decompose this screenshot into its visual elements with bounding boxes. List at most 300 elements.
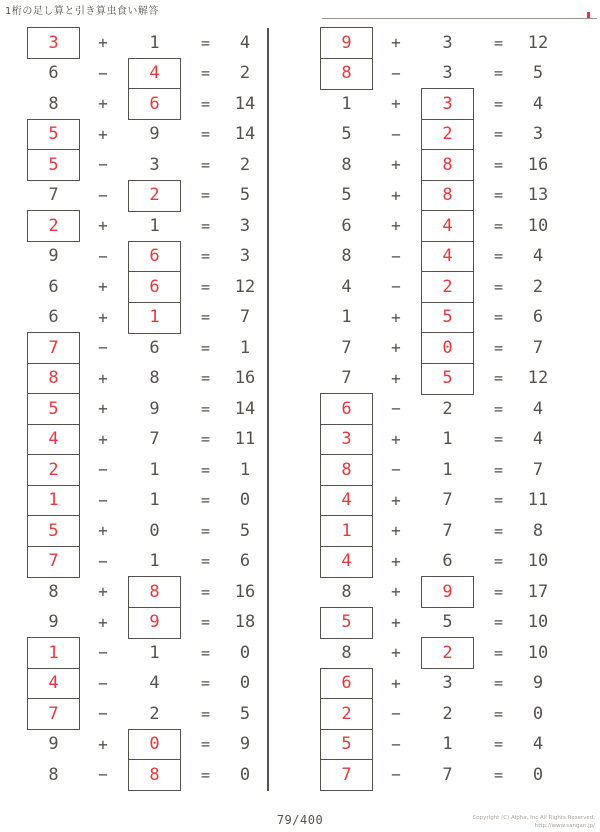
result-value: 0 <box>532 703 544 724</box>
result-value: 0 <box>239 642 251 663</box>
operator: − <box>391 399 401 419</box>
operator: − <box>98 460 108 480</box>
equation-row <box>27 211 273 242</box>
operator: + <box>391 155 401 175</box>
operator: + <box>98 94 108 114</box>
operator: + <box>98 612 108 632</box>
result-value: 2 <box>239 63 251 84</box>
operand-value: 8 <box>341 246 352 267</box>
operator: + <box>98 734 108 754</box>
operator: − <box>98 246 108 266</box>
equals-sign: = <box>200 460 210 479</box>
result-value: 4 <box>532 93 544 114</box>
equation-row <box>27 516 273 547</box>
equation-row <box>27 730 273 761</box>
result-value: 17 <box>527 581 549 602</box>
operand-value: 1 <box>341 93 352 114</box>
operator: − <box>98 643 108 663</box>
operand-value: 9 <box>48 612 59 633</box>
page-title: 1桁の足し算と引き算虫食い解答 <box>5 6 159 17</box>
operand-value: 4 <box>149 673 160 694</box>
equals-sign: = <box>200 582 210 601</box>
equation-row <box>320 120 566 151</box>
result-value: 18 <box>234 612 256 633</box>
equals-sign: = <box>200 399 210 418</box>
answer-box: 7 <box>27 332 80 364</box>
result-value: 4 <box>532 429 544 450</box>
equation-row <box>320 303 566 334</box>
equation-row <box>320 211 566 242</box>
result-value: 11 <box>527 490 549 511</box>
equals-sign: = <box>493 369 503 388</box>
answer-box: 0 <box>128 729 181 761</box>
equals-sign: = <box>493 338 503 357</box>
copyright-line1: Copyright (C) Alpha, Inc All Rights Reserved, <box>472 815 595 821</box>
operator: + <box>98 124 108 144</box>
operand-value: 6 <box>149 337 160 358</box>
operator: + <box>391 216 401 236</box>
answer-box: 5 <box>27 515 80 547</box>
operand-value: 1 <box>149 642 160 663</box>
equation-row <box>27 394 273 425</box>
equation-row <box>320 455 566 486</box>
equations-column-right <box>320 28 566 791</box>
equation-row <box>320 364 566 395</box>
equation-row <box>27 59 273 90</box>
equals-sign: = <box>493 552 503 571</box>
result-value: 16 <box>234 368 256 389</box>
operand-value: 1 <box>149 32 160 53</box>
operand-value: 7 <box>341 368 352 389</box>
result-value: 5 <box>239 520 251 541</box>
operand-value: 1 <box>149 490 160 511</box>
equals-sign: = <box>493 460 503 479</box>
equation-row <box>27 89 273 120</box>
result-value: 7 <box>532 459 544 480</box>
result-value: 2 <box>239 154 251 175</box>
answer-box: 1 <box>128 302 181 334</box>
equation-row <box>320 760 566 791</box>
equation-row <box>27 455 273 486</box>
equation-row <box>27 181 273 212</box>
answer-box: 4 <box>320 546 373 578</box>
equals-sign: = <box>493 399 503 418</box>
operand-value: 1 <box>442 429 453 450</box>
equation-row <box>27 547 273 578</box>
equals-sign: = <box>200 186 210 205</box>
operand-value: 7 <box>48 185 59 206</box>
operator: + <box>98 277 108 297</box>
equation-row <box>27 150 273 181</box>
operator: − <box>391 734 401 754</box>
result-value: 0 <box>239 490 251 511</box>
operand-value: 5 <box>442 612 453 633</box>
equals-sign: = <box>200 674 210 693</box>
result-value: 10 <box>527 215 549 236</box>
equation-row <box>320 608 566 639</box>
result-value: 11 <box>234 429 256 450</box>
equation-row <box>27 425 273 456</box>
operand-value: 6 <box>442 551 453 572</box>
answer-box: 5 <box>27 149 80 181</box>
equals-sign: = <box>200 338 210 357</box>
answer-box: 9 <box>421 576 474 608</box>
equation-row <box>320 638 566 669</box>
answer-box: 8 <box>128 759 181 791</box>
operator: + <box>98 582 108 602</box>
answer-box: 3 <box>27 27 80 59</box>
operator: − <box>98 155 108 175</box>
result-value: 12 <box>527 32 549 53</box>
equals-sign: = <box>493 430 503 449</box>
equals-sign: = <box>493 521 503 540</box>
operand-value: 8 <box>341 581 352 602</box>
operand-value: 2 <box>442 703 453 724</box>
result-value: 12 <box>527 368 549 389</box>
equals-sign: = <box>200 704 210 723</box>
operator: + <box>391 582 401 602</box>
equation-row <box>320 730 566 761</box>
equals-sign: = <box>200 491 210 510</box>
equals-sign: = <box>493 765 503 784</box>
answer-box: 2 <box>421 271 474 303</box>
operand-value: 1 <box>149 551 160 572</box>
equals-sign: = <box>200 552 210 571</box>
equals-sign: = <box>493 582 503 601</box>
answer-box: 5 <box>27 393 80 425</box>
answer-box: 2 <box>27 210 80 242</box>
operator: + <box>98 216 108 236</box>
result-value: 5 <box>239 185 251 206</box>
equation-row <box>320 150 566 181</box>
result-value: 12 <box>234 276 256 297</box>
equation-row <box>27 608 273 639</box>
equals-sign: = <box>200 765 210 784</box>
equals-sign: = <box>200 430 210 449</box>
equals-sign: = <box>493 125 503 144</box>
operand-value: 8 <box>48 93 59 114</box>
answer-box: 2 <box>320 698 373 730</box>
result-value: 10 <box>527 612 549 633</box>
equation-row <box>27 242 273 273</box>
copyright <box>472 815 595 830</box>
operand-value: 8 <box>48 581 59 602</box>
operand-value: 3 <box>442 673 453 694</box>
result-value: 16 <box>234 581 256 602</box>
operand-value: 3 <box>149 154 160 175</box>
answer-box: 6 <box>320 668 373 700</box>
result-value: 7 <box>239 307 251 328</box>
result-value: 14 <box>234 124 256 145</box>
operator: − <box>98 63 108 83</box>
equation-row <box>27 272 273 303</box>
result-value: 3 <box>239 215 251 236</box>
equals-sign: = <box>493 94 503 113</box>
operand-value: 0 <box>149 520 160 541</box>
equation-row <box>27 760 273 791</box>
operand-value: 5 <box>341 124 352 145</box>
operator: − <box>391 63 401 83</box>
equation-row <box>320 59 566 90</box>
operator: − <box>98 490 108 510</box>
answer-box: 2 <box>27 454 80 486</box>
equals-sign: = <box>493 64 503 83</box>
answer-box: 5 <box>320 607 373 639</box>
operand-value: 6 <box>48 276 59 297</box>
operator: + <box>391 673 401 693</box>
equals-sign: = <box>200 155 210 174</box>
operand-value: 1 <box>442 734 453 755</box>
equals-sign: = <box>493 155 503 174</box>
answer-box: 3 <box>320 424 373 456</box>
answer-box: 1 <box>320 515 373 547</box>
result-value: 7 <box>532 337 544 358</box>
answer-box: 2 <box>421 119 474 151</box>
result-value: 14 <box>234 93 256 114</box>
answer-box: 6 <box>128 271 181 303</box>
result-value: 4 <box>239 32 251 53</box>
operator: − <box>98 185 108 205</box>
result-value: 9 <box>239 734 251 755</box>
answer-box: 7 <box>27 698 80 730</box>
result-value: 1 <box>239 459 251 480</box>
answer-box: 4 <box>421 210 474 242</box>
operand-value: 7 <box>149 429 160 450</box>
equation-row <box>320 486 566 517</box>
equation-row <box>320 333 566 364</box>
equals-sign: = <box>200 735 210 754</box>
equals-sign: = <box>493 674 503 693</box>
equals-sign: = <box>200 643 210 662</box>
result-value: 4 <box>532 398 544 419</box>
result-value: 6 <box>239 551 251 572</box>
operand-value: 7 <box>341 337 352 358</box>
operator: − <box>98 551 108 571</box>
copyright-line2: http://www.sangan.jp/ <box>534 822 595 829</box>
equation-row <box>320 425 566 456</box>
operand-value: 9 <box>149 124 160 145</box>
answer-box: 4 <box>27 668 80 700</box>
answer-box: 4 <box>320 485 373 517</box>
result-value: 13 <box>527 185 549 206</box>
result-value: 10 <box>527 642 549 663</box>
answer-box: 4 <box>421 241 474 273</box>
operand-value: 1 <box>149 215 160 236</box>
operand-value: 8 <box>341 642 352 663</box>
operand-value: 9 <box>48 246 59 267</box>
operator: + <box>391 490 401 510</box>
answer-box: 5 <box>421 363 474 395</box>
operand-value: 8 <box>149 368 160 389</box>
operator: − <box>391 765 401 785</box>
operator: + <box>98 399 108 419</box>
operand-value: 2 <box>149 703 160 724</box>
operator: + <box>98 368 108 388</box>
answer-box: 3 <box>421 88 474 120</box>
operand-value: 6 <box>48 307 59 328</box>
equals-sign: = <box>200 64 210 83</box>
result-value: 14 <box>234 398 256 419</box>
operand-value: 9 <box>149 398 160 419</box>
equals-sign: = <box>200 247 210 266</box>
operator: + <box>98 521 108 541</box>
equals-sign: = <box>493 735 503 754</box>
equation-row <box>320 699 566 730</box>
equation-row <box>27 28 273 59</box>
operator: + <box>98 307 108 327</box>
operand-value: 8 <box>341 154 352 175</box>
answer-box: 8 <box>320 454 373 486</box>
equals-sign: = <box>200 94 210 113</box>
equation-row <box>320 28 566 59</box>
answer-box: 5 <box>27 119 80 151</box>
result-value: 6 <box>532 307 544 328</box>
answer-box: 8 <box>320 58 373 90</box>
operator: − <box>391 246 401 266</box>
operator: − <box>391 124 401 144</box>
equation-row <box>320 272 566 303</box>
result-value: 0 <box>532 764 544 785</box>
operator: + <box>391 521 401 541</box>
answer-box: 1 <box>27 485 80 517</box>
operand-value: 9 <box>48 734 59 755</box>
equals-sign: = <box>200 33 210 52</box>
answer-box: 2 <box>421 637 474 669</box>
equation-row <box>27 577 273 608</box>
equation-row <box>27 120 273 151</box>
equals-sign: = <box>200 125 210 144</box>
answer-box: 7 <box>320 759 373 791</box>
answer-box: 6 <box>320 393 373 425</box>
result-value: 2 <box>532 276 544 297</box>
equals-sign: = <box>200 277 210 296</box>
result-value: 5 <box>239 703 251 724</box>
answer-box: 1 <box>27 637 80 669</box>
result-value: 9 <box>532 673 544 694</box>
result-value: 5 <box>532 63 544 84</box>
operator: − <box>98 338 108 358</box>
equation-row <box>320 394 566 425</box>
operand-value: 1 <box>149 459 160 480</box>
operand-value: 1 <box>341 307 352 328</box>
operator: + <box>391 368 401 388</box>
equals-sign: = <box>493 613 503 632</box>
operand-value: 3 <box>442 32 453 53</box>
equals-sign: = <box>200 308 210 327</box>
operator: + <box>391 612 401 632</box>
operand-value: 6 <box>48 63 59 84</box>
operand-value: 8 <box>48 764 59 785</box>
result-value: 0 <box>239 673 251 694</box>
result-value: 1 <box>239 337 251 358</box>
equation-row <box>27 699 273 730</box>
answer-box: 8 <box>421 149 474 181</box>
result-value: 16 <box>527 154 549 175</box>
operand-value: 7 <box>442 520 453 541</box>
operator: + <box>391 551 401 571</box>
equals-sign: = <box>200 613 210 632</box>
equals-sign: = <box>200 216 210 235</box>
equals-sign: = <box>493 308 503 327</box>
operand-value: 7 <box>442 490 453 511</box>
operator: − <box>98 704 108 724</box>
operator: + <box>391 643 401 663</box>
equation-row <box>27 303 273 334</box>
score-tick-icon <box>587 12 590 18</box>
equals-sign: = <box>493 247 503 266</box>
result-value: 3 <box>532 124 544 145</box>
operator: − <box>391 277 401 297</box>
operator: + <box>98 33 108 53</box>
answer-box: 8 <box>128 576 181 608</box>
operand-value: 6 <box>341 215 352 236</box>
answer-box: 9 <box>320 27 373 59</box>
operator: + <box>391 307 401 327</box>
equals-sign: = <box>200 369 210 388</box>
answer-box: 7 <box>27 546 80 578</box>
operator: − <box>391 704 401 724</box>
equals-sign: = <box>493 704 503 723</box>
answer-box: 6 <box>128 88 181 120</box>
page-number: 79/400 <box>276 813 324 827</box>
equals-sign: = <box>200 521 210 540</box>
operator: + <box>391 33 401 53</box>
equals-sign: = <box>493 643 503 662</box>
result-value: 0 <box>239 764 251 785</box>
operand-value: 2 <box>442 398 453 419</box>
result-value: 8 <box>532 520 544 541</box>
operand-value: 5 <box>341 185 352 206</box>
operator: + <box>391 185 401 205</box>
answer-box: 9 <box>128 607 181 639</box>
answer-box: 8 <box>27 363 80 395</box>
operand-value: 3 <box>442 63 453 84</box>
equals-sign: = <box>493 33 503 52</box>
equations-column-left <box>27 28 273 791</box>
equation-row <box>27 669 273 700</box>
answer-box: 8 <box>421 180 474 212</box>
equals-sign: = <box>493 186 503 205</box>
equals-sign: = <box>493 216 503 235</box>
operator: − <box>98 673 108 693</box>
equation-row <box>320 669 566 700</box>
equals-sign: = <box>493 277 503 296</box>
answer-box: 4 <box>27 424 80 456</box>
equation-row <box>27 333 273 364</box>
answer-box: 4 <box>128 58 181 90</box>
operator: + <box>391 338 401 358</box>
equation-row <box>320 181 566 212</box>
operand-value: 4 <box>341 276 352 297</box>
operator: + <box>391 94 401 114</box>
score-line <box>322 18 597 20</box>
answer-box: 0 <box>421 332 474 364</box>
operator: − <box>391 460 401 480</box>
result-value: 4 <box>532 246 544 267</box>
answer-box: 2 <box>128 180 181 212</box>
equation-row <box>320 89 566 120</box>
operator: + <box>98 429 108 449</box>
equation-row <box>320 516 566 547</box>
result-value: 10 <box>527 551 549 572</box>
equation-row <box>320 242 566 273</box>
result-value: 4 <box>532 734 544 755</box>
equation-row <box>320 577 566 608</box>
answer-box: 5 <box>421 302 474 334</box>
equation-row <box>320 547 566 578</box>
equation-row <box>27 486 273 517</box>
equation-row <box>27 364 273 395</box>
